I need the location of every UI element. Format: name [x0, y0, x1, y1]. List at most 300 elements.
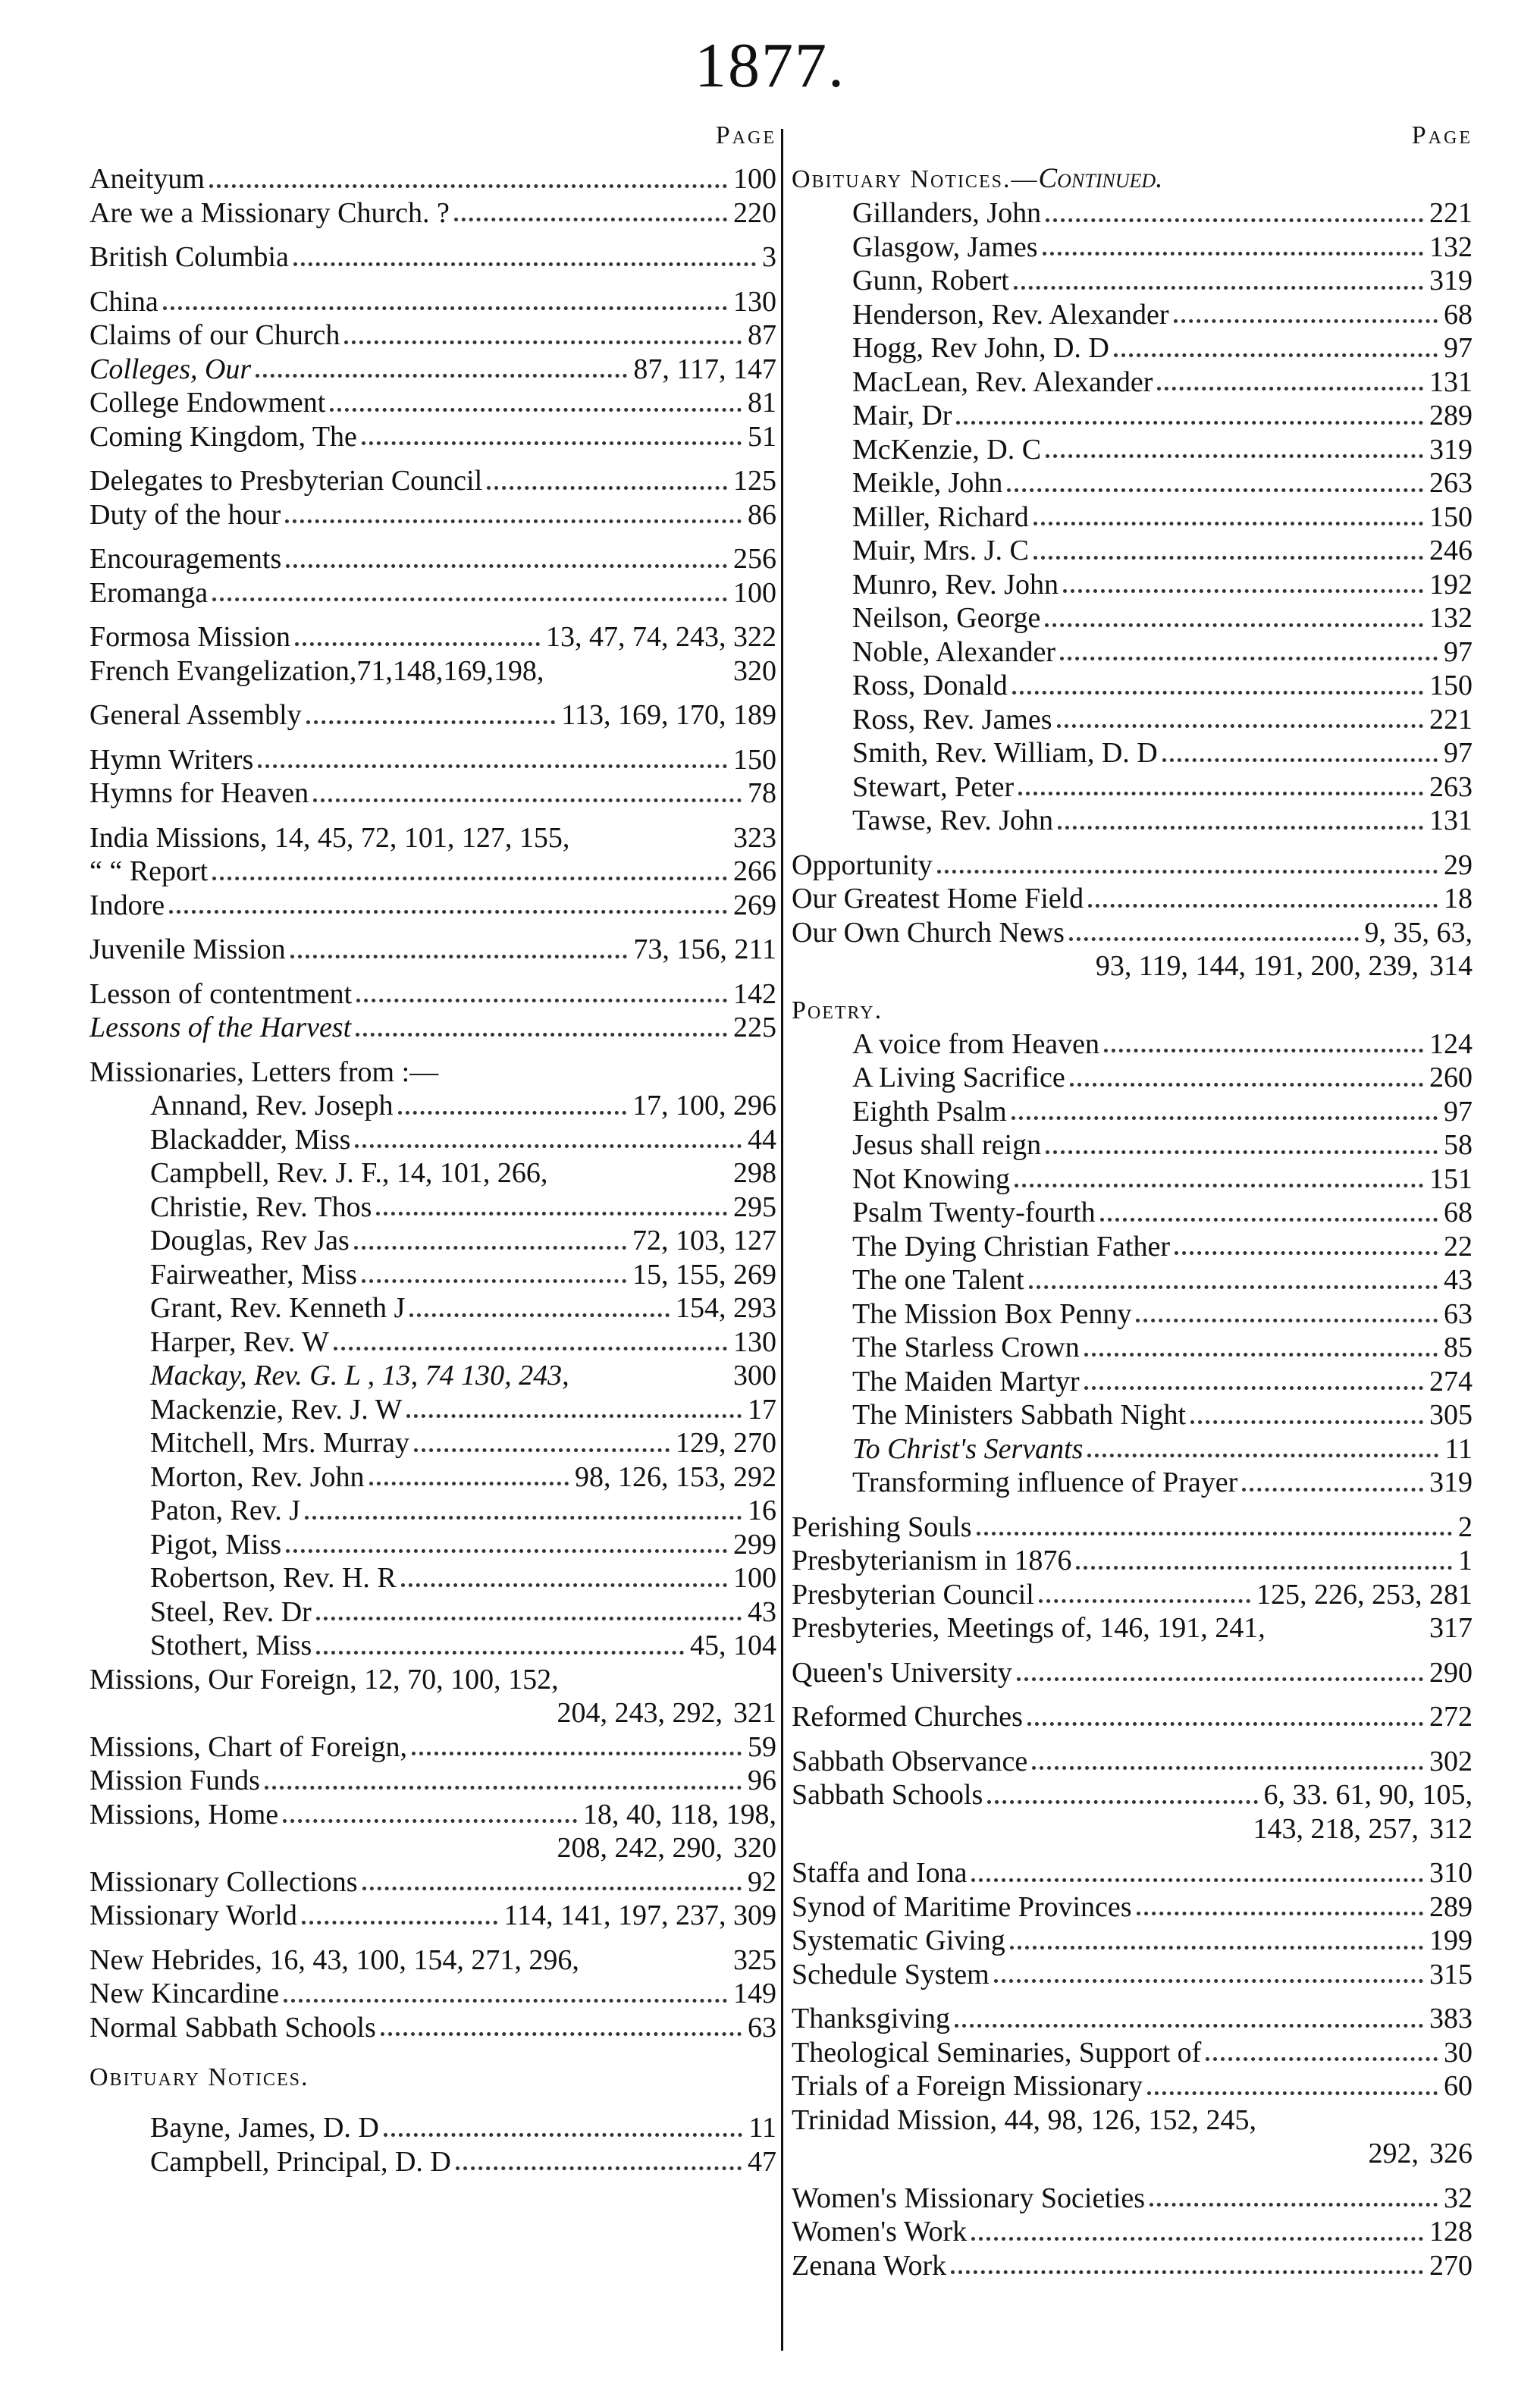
dot-leader [1057, 724, 1423, 728]
entry-title: Schedule System [792, 1958, 990, 1990]
entry-title: 93, 119, 144, 191, 200, 239, [1095, 950, 1419, 982]
index-entry [792, 231, 1473, 265]
index-entry [792, 2137, 1473, 2171]
dot-leader [256, 374, 627, 378]
entry-spacer [89, 967, 776, 977]
dot-leader [354, 1246, 626, 1250]
entry-title: MacLean, Rev. Alexander [852, 365, 1153, 398]
entry-pages: 320 [733, 1832, 776, 1864]
dot-leader [1060, 657, 1438, 660]
index-entry [89, 1663, 776, 1697]
dot-leader [1084, 1386, 1423, 1390]
entry-pages: 43 [1444, 1264, 1473, 1296]
entry-pages: 3 [762, 241, 776, 273]
entry-title: Trinidad Mission, 44, 98, 126, 152, 245, [792, 2103, 1256, 2136]
index-entry [792, 703, 1473, 737]
entry-pages: 314 [1429, 950, 1473, 982]
dot-leader [1012, 1116, 1438, 1120]
entry-pages: 199 [1429, 1925, 1473, 1956]
entry-title: “ “ Report [89, 855, 209, 887]
entry-spacer [792, 1645, 1473, 1656]
dot-leader [1137, 1912, 1423, 1915]
entry-pages: 129, 270 [676, 1427, 776, 1459]
index-entry [89, 464, 776, 498]
dot-leader [1007, 488, 1423, 492]
entry-pages: 68 [1444, 298, 1473, 331]
continued-label: Continued. [1038, 163, 1163, 194]
entry-pages: 17 [748, 1393, 776, 1426]
dot-leader [1162, 758, 1438, 762]
index-entry [792, 949, 1473, 983]
entry-title: Presbyterianism in 1876 [792, 1545, 1072, 1576]
index-entry [792, 1331, 1473, 1365]
dot-leader [1032, 1766, 1423, 1770]
index-entry [792, 736, 1473, 770]
entry-pages: 128 [1429, 2216, 1473, 2248]
entry-title: Glasgow, James [852, 231, 1038, 263]
entry-title: Sabbath Observance [792, 1745, 1028, 1777]
dot-leader [293, 262, 756, 266]
dot-leader [937, 870, 1438, 874]
entry-title: Tawse, Rev. John [852, 805, 1054, 836]
entry-spacer [89, 610, 776, 620]
entry-pages: 142 [733, 977, 776, 1010]
entry-pages: 289 [1429, 1890, 1473, 1923]
dot-leader [356, 999, 727, 1002]
entry-title: Transforming influence of Prayer [852, 1467, 1238, 1498]
entry-title: Delegates to Presbyterian Council [89, 465, 483, 497]
index-entry [792, 770, 1473, 805]
entry-pages: 319 [1429, 433, 1473, 466]
entry-title: Eighth Psalm [852, 1095, 1007, 1128]
entry-pages: 220 [733, 196, 776, 229]
entry-title: China [89, 285, 158, 318]
entry-pages: 266 [733, 855, 776, 887]
entry-title: Juvenile Mission [89, 933, 286, 965]
entry-title: Muir, Mrs. J. C [852, 535, 1029, 566]
entry-title: Queen's University [792, 1656, 1012, 1689]
entry-pages: 86 [748, 498, 776, 531]
entry-title: Hymns for Heaven [89, 777, 309, 809]
entry-pages: 29 [1444, 849, 1473, 881]
entry-title: Blackadder, Miss [150, 1123, 351, 1156]
dot-leader [376, 1212, 727, 1216]
entry-spacer [89, 688, 776, 698]
index-entry [792, 1196, 1473, 1230]
index-entry [792, 1611, 1473, 1645]
dot-leader [1174, 319, 1438, 323]
entry-title: Lesson of contentment [89, 977, 353, 1010]
entry-pages: 45, 104 [690, 1630, 776, 1661]
entry-title: Fairweather, Miss [150, 1258, 357, 1291]
entry-pages: 269 [733, 889, 776, 921]
entry-pages: 310 [1429, 1857, 1473, 1889]
dot-leader [1033, 522, 1423, 525]
entry-title: Encouragements [89, 543, 282, 575]
dot-leader [1087, 1454, 1438, 1457]
dot-leader [1069, 937, 1359, 941]
dot-leader [1100, 1218, 1438, 1222]
entry-title: Aneityum [89, 163, 205, 195]
entry-pages: 312 [1429, 1812, 1473, 1845]
entry-pages: 150 [1429, 670, 1473, 701]
dot-leader [1043, 252, 1424, 256]
entry-pages: 51 [748, 420, 776, 453]
entry-pages: 2 [1458, 1510, 1473, 1543]
index-entry [792, 298, 1473, 332]
index-entry [792, 1778, 1473, 1812]
entry-title: A Living Sacrifice [852, 1062, 1065, 1093]
index-entry [89, 1595, 776, 1630]
dot-leader [284, 1999, 727, 2003]
entry-title: Meikle, John [852, 467, 1003, 499]
dot-leader [1070, 1083, 1423, 1087]
index-entry [89, 576, 776, 610]
entry-title: Smith, Rev. William, D. D [852, 737, 1158, 769]
dot-leader [362, 441, 742, 445]
entry-title: Robertson, Rev. H. R [150, 1562, 397, 1594]
entry-spacer [89, 532, 776, 542]
dot-leader [313, 798, 742, 802]
dot-leader [487, 486, 727, 490]
entry-title: The Ministers Sabbath Night [852, 1399, 1187, 1431]
entry-title: Presbyteries, Meetings of, 146, 191, 241, [792, 1612, 1266, 1644]
entry-pages: 87 [748, 319, 776, 351]
dot-leader [362, 1279, 626, 1283]
entry-pages: 302 [1429, 1745, 1473, 1777]
index-entry [89, 2145, 776, 2179]
entry-title: Missions, Our Foreign, 12, 70, 100, 152, [89, 1663, 559, 1696]
dot-leader [316, 1651, 684, 1655]
entry-title: New Hebrides, 16, 43, 100, 154, 271, 296, [89, 1943, 579, 1976]
dot-leader [414, 1448, 670, 1452]
entry-title: Christie, Rev. Thos [150, 1190, 372, 1223]
entry-pages: 321 [733, 1697, 776, 1729]
entry-title: Mitchell, Mrs. Murray [150, 1427, 409, 1459]
entry-title: Paton, Rev. J [150, 1495, 301, 1526]
index-entry [89, 698, 776, 732]
dot-leader [1242, 1488, 1423, 1492]
index-entry [89, 1258, 776, 1292]
entry-pages: 221 [1429, 197, 1473, 229]
entry-pages: 256 [733, 543, 776, 575]
entry-spacer [89, 732, 776, 743]
index-entry [89, 1629, 776, 1663]
entry-title: General Assembly [89, 699, 302, 731]
entry-title: Theological Seminaries, Support of [792, 2036, 1202, 2069]
index-entry [89, 743, 776, 777]
entry-spacer [792, 1991, 1473, 2002]
entry-title: Perishing Souls [792, 1510, 972, 1543]
index-entry [792, 849, 1473, 883]
right-column [792, 121, 1473, 2282]
index-entry [89, 620, 776, 654]
dot-leader [987, 1800, 1257, 1804]
entry-title: Ross, Rev. James [852, 703, 1052, 736]
index-entry [89, 1089, 776, 1123]
dot-leader [1010, 1946, 1423, 1950]
entry-title: Douglas, Rev Jas [150, 1225, 350, 1256]
entry-title: Pigot, Miss [150, 1528, 282, 1561]
index-entry [792, 669, 1473, 703]
index-entry [89, 1865, 776, 1899]
dot-leader [971, 2237, 1423, 2241]
entry-title: The Dying Christian Father [852, 1230, 1170, 1263]
index-entry [792, 1924, 1473, 1958]
dot-leader [1136, 1319, 1438, 1322]
entry-spacer [89, 811, 776, 821]
dot-leader [344, 340, 742, 344]
index-entry [89, 1056, 776, 1090]
dot-leader [1012, 691, 1423, 695]
entry-title: Staffa and Iona [792, 1857, 968, 1889]
entry-title: Women's Missionary Societies [792, 2182, 1146, 2214]
entry-pages: 225 [733, 1012, 776, 1043]
dot-leader [212, 877, 727, 880]
entry-pages: 150 [1429, 500, 1473, 533]
index-entry [89, 1460, 776, 1495]
dot-leader [955, 2024, 1423, 2028]
index-entry [792, 2002, 1473, 2036]
entry-title: Not Knowing [852, 1162, 1010, 1195]
entry-title: Coming Kingdom, The [89, 420, 357, 453]
dot-leader [356, 1033, 727, 1037]
dot-leader [1104, 1049, 1423, 1052]
entry-pages: 18 [1444, 883, 1473, 914]
entry-title: College Endowment [89, 387, 326, 419]
index-entry [89, 162, 776, 196]
index-entry [89, 542, 776, 576]
index-entry [792, 568, 1473, 602]
entry-title: Missionary World [89, 1899, 297, 1931]
dot-leader [258, 764, 727, 768]
dot-leader [330, 408, 742, 412]
index-entry [792, 1128, 1473, 1162]
index-entry [89, 1561, 776, 1595]
index-entry [792, 1230, 1473, 1264]
entry-pages: 15, 155, 269 [632, 1258, 776, 1291]
index-entry [792, 1095, 1473, 1129]
entry-pages: 81 [748, 387, 776, 419]
page-column-header: Page [1411, 121, 1473, 149]
index-entry [792, 1162, 1473, 1197]
dot-leader [971, 1878, 1423, 1882]
entry-title: Hogg, Rev John, D. D [852, 332, 1109, 364]
entry-title: Mackenzie, Rev. J. W [150, 1393, 403, 1426]
entry-pages: 131 [1429, 805, 1473, 836]
index-entry [89, 1730, 776, 1765]
index-entry [89, 386, 776, 420]
dot-leader [1206, 2057, 1438, 2061]
entry-pages: 298 [733, 1157, 776, 1189]
entry-pages: 22 [1444, 1230, 1473, 1263]
index-entry [89, 1123, 776, 1157]
entry-title: The one Talent [852, 1264, 1024, 1296]
entry-spacer [89, 922, 776, 933]
index-entry [89, 240, 776, 274]
index-entry [792, 433, 1473, 467]
index-entry [792, 500, 1473, 535]
dot-leader [1084, 1353, 1438, 1357]
index-entry [89, 498, 776, 532]
entry-pages: 323 [733, 821, 776, 854]
index-entry [792, 365, 1473, 400]
entry-pages: 149 [733, 1978, 776, 2009]
entry-spacer [89, 1933, 776, 1943]
entry-title: Ross, Donald [852, 670, 1008, 701]
entry-pages: 221 [1429, 703, 1473, 736]
entry-pages: 299 [733, 1528, 776, 1561]
index-entry [89, 285, 776, 319]
entry-title: Colleges, Our [89, 353, 252, 385]
entry-title: Noble, Alexander [852, 635, 1056, 668]
entry-pages: 131 [1429, 365, 1473, 398]
index-entry [792, 1812, 1473, 1846]
dot-leader [355, 1144, 742, 1148]
entry-title: Sabbath Schools [792, 1779, 983, 1811]
entry-pages: 1 [1458, 1545, 1473, 1576]
entry-pages: 85 [1444, 1332, 1473, 1363]
index-entry [792, 1263, 1473, 1297]
entry-title: Missionaries, Letters from :— [89, 1056, 439, 1088]
entry-pages: 319 [1429, 1467, 1473, 1498]
entry-spacer [89, 2094, 776, 2111]
entry-title: Missionary Collections [89, 1865, 358, 1898]
dot-leader [412, 1752, 742, 1755]
index-entry [89, 1291, 776, 1325]
index-entry [89, 1359, 776, 1393]
entry-pages: 270 [1429, 2249, 1473, 2282]
dot-leader [1150, 2203, 1438, 2207]
entry-title: Henderson, Rev. Alexander [852, 298, 1169, 331]
entry-title: Thanksgiving [792, 2003, 950, 2034]
entry-title: Mair, Dr [852, 400, 952, 431]
entry-pages: 11 [1444, 1432, 1473, 1465]
entry-pages: 272 [1429, 1701, 1473, 1733]
index-entry [89, 1798, 776, 1832]
index-entry [89, 2011, 776, 2045]
index-entry [792, 1365, 1473, 1399]
entry-pages: 263 [1429, 770, 1473, 803]
index-entry [89, 855, 776, 889]
entry-title: New Kincardine [89, 1978, 280, 2009]
index-entry [89, 2111, 776, 2145]
entry-title: Morton, Rev. John [150, 1460, 365, 1493]
dot-leader [977, 1532, 1452, 1536]
entry-title: Normal Sabbath Schools [89, 2011, 376, 2044]
entry-title: Hymn Writers [89, 743, 254, 776]
entry-pages: 305 [1429, 1399, 1473, 1431]
dot-leader [362, 1887, 742, 1890]
entry-title: Stothert, Miss [150, 1630, 312, 1661]
dot-leader [316, 1617, 742, 1620]
dot-leader [951, 2270, 1423, 2274]
index-entry [89, 1528, 776, 1562]
entry-pages: 325 [733, 1943, 776, 1976]
entry-pages: 317 [1429, 1612, 1473, 1644]
index-entry [89, 1190, 776, 1225]
dot-leader [409, 1313, 670, 1317]
entry-title: Campbell, Principal, D. D [150, 2145, 451, 2178]
index-entry [792, 1297, 1473, 1332]
dot-leader [283, 1819, 577, 1823]
dot-leader [285, 519, 742, 523]
column-divider [781, 129, 783, 2351]
entry-pages: 290 [1429, 1656, 1473, 1689]
entry-pages: 130 [733, 285, 776, 318]
dot-leader [1063, 589, 1423, 593]
entry-pages: 9, 35, 63, [1364, 916, 1473, 949]
index-entry [89, 654, 776, 689]
entry-title: Women's Work [792, 2216, 968, 2248]
entry-title: Formosa Mission [89, 621, 290, 653]
dot-leader [1147, 2091, 1438, 2095]
entry-pages: 63 [1444, 1297, 1473, 1330]
dot-leader [1175, 1251, 1438, 1255]
entry-pages: 100 [733, 1562, 776, 1594]
dot-leader [1015, 1184, 1423, 1187]
entry-spacer [89, 274, 776, 285]
page-title: 1877. [695, 30, 845, 101]
entry-pages: 132 [1429, 231, 1473, 263]
entry-title: British Columbia [89, 241, 289, 273]
entry-pages: 130 [733, 1325, 776, 1358]
entry-pages: 16 [748, 1495, 776, 1526]
entry-pages: 100 [733, 576, 776, 609]
entry-pages: 319 [1429, 265, 1473, 296]
dot-leader [1076, 1566, 1452, 1570]
entry-pages: 73, 156, 211 [633, 933, 776, 965]
entry-title: Gillanders, John [852, 197, 1042, 229]
index-entries-left [89, 162, 776, 2179]
entry-title: Munro, Rev. John [852, 568, 1059, 601]
dot-leader [209, 184, 727, 188]
entry-pages: 92 [748, 1865, 776, 1898]
entry-title: Mission Funds [89, 1765, 260, 1796]
entry-pages: 43 [748, 1595, 776, 1628]
entry-pages: 72, 103, 127 [632, 1225, 776, 1256]
entry-pages: 6, 33. 61, 90, 105, [1263, 1779, 1473, 1811]
index-entry [89, 1426, 776, 1460]
entry-pages: 150 [733, 743, 776, 776]
dot-leader [1046, 1150, 1438, 1154]
entry-pages: 246 [1429, 535, 1473, 566]
entry-title: India Missions, 14, 45, 72, 101, 127, 155, [89, 821, 570, 854]
index-entry [792, 1700, 1473, 1734]
entry-pages: 32 [1444, 2182, 1473, 2214]
dot-leader [456, 2166, 742, 2170]
index-entry [792, 2249, 1473, 2283]
entry-title: To Christ's Servants [852, 1432, 1084, 1465]
entry-pages: 113, 169, 170, 189 [561, 699, 776, 731]
entry-title: Bayne, James, D. D [150, 2112, 379, 2144]
entry-pages: 260 [1429, 1062, 1473, 1093]
entry-spacer [792, 1734, 1473, 1745]
entry-title: The Mission Box Penny [852, 1297, 1132, 1330]
dot-leader [306, 720, 556, 724]
entry-pages: 97 [1444, 737, 1473, 769]
entry-spacer [89, 453, 776, 464]
index-entry [89, 1011, 776, 1045]
index-entry [89, 1156, 776, 1190]
index-entry [89, 196, 776, 231]
entry-pages: 68 [1444, 1197, 1473, 1228]
entry-title: Campbell, Rev. J. F., 14, 101, 266, [150, 1157, 548, 1189]
index-entry [792, 804, 1473, 838]
dot-leader [1027, 1722, 1423, 1726]
entry-title: The Starless Crown [852, 1332, 1080, 1363]
entry-pages: 96 [748, 1765, 776, 1796]
